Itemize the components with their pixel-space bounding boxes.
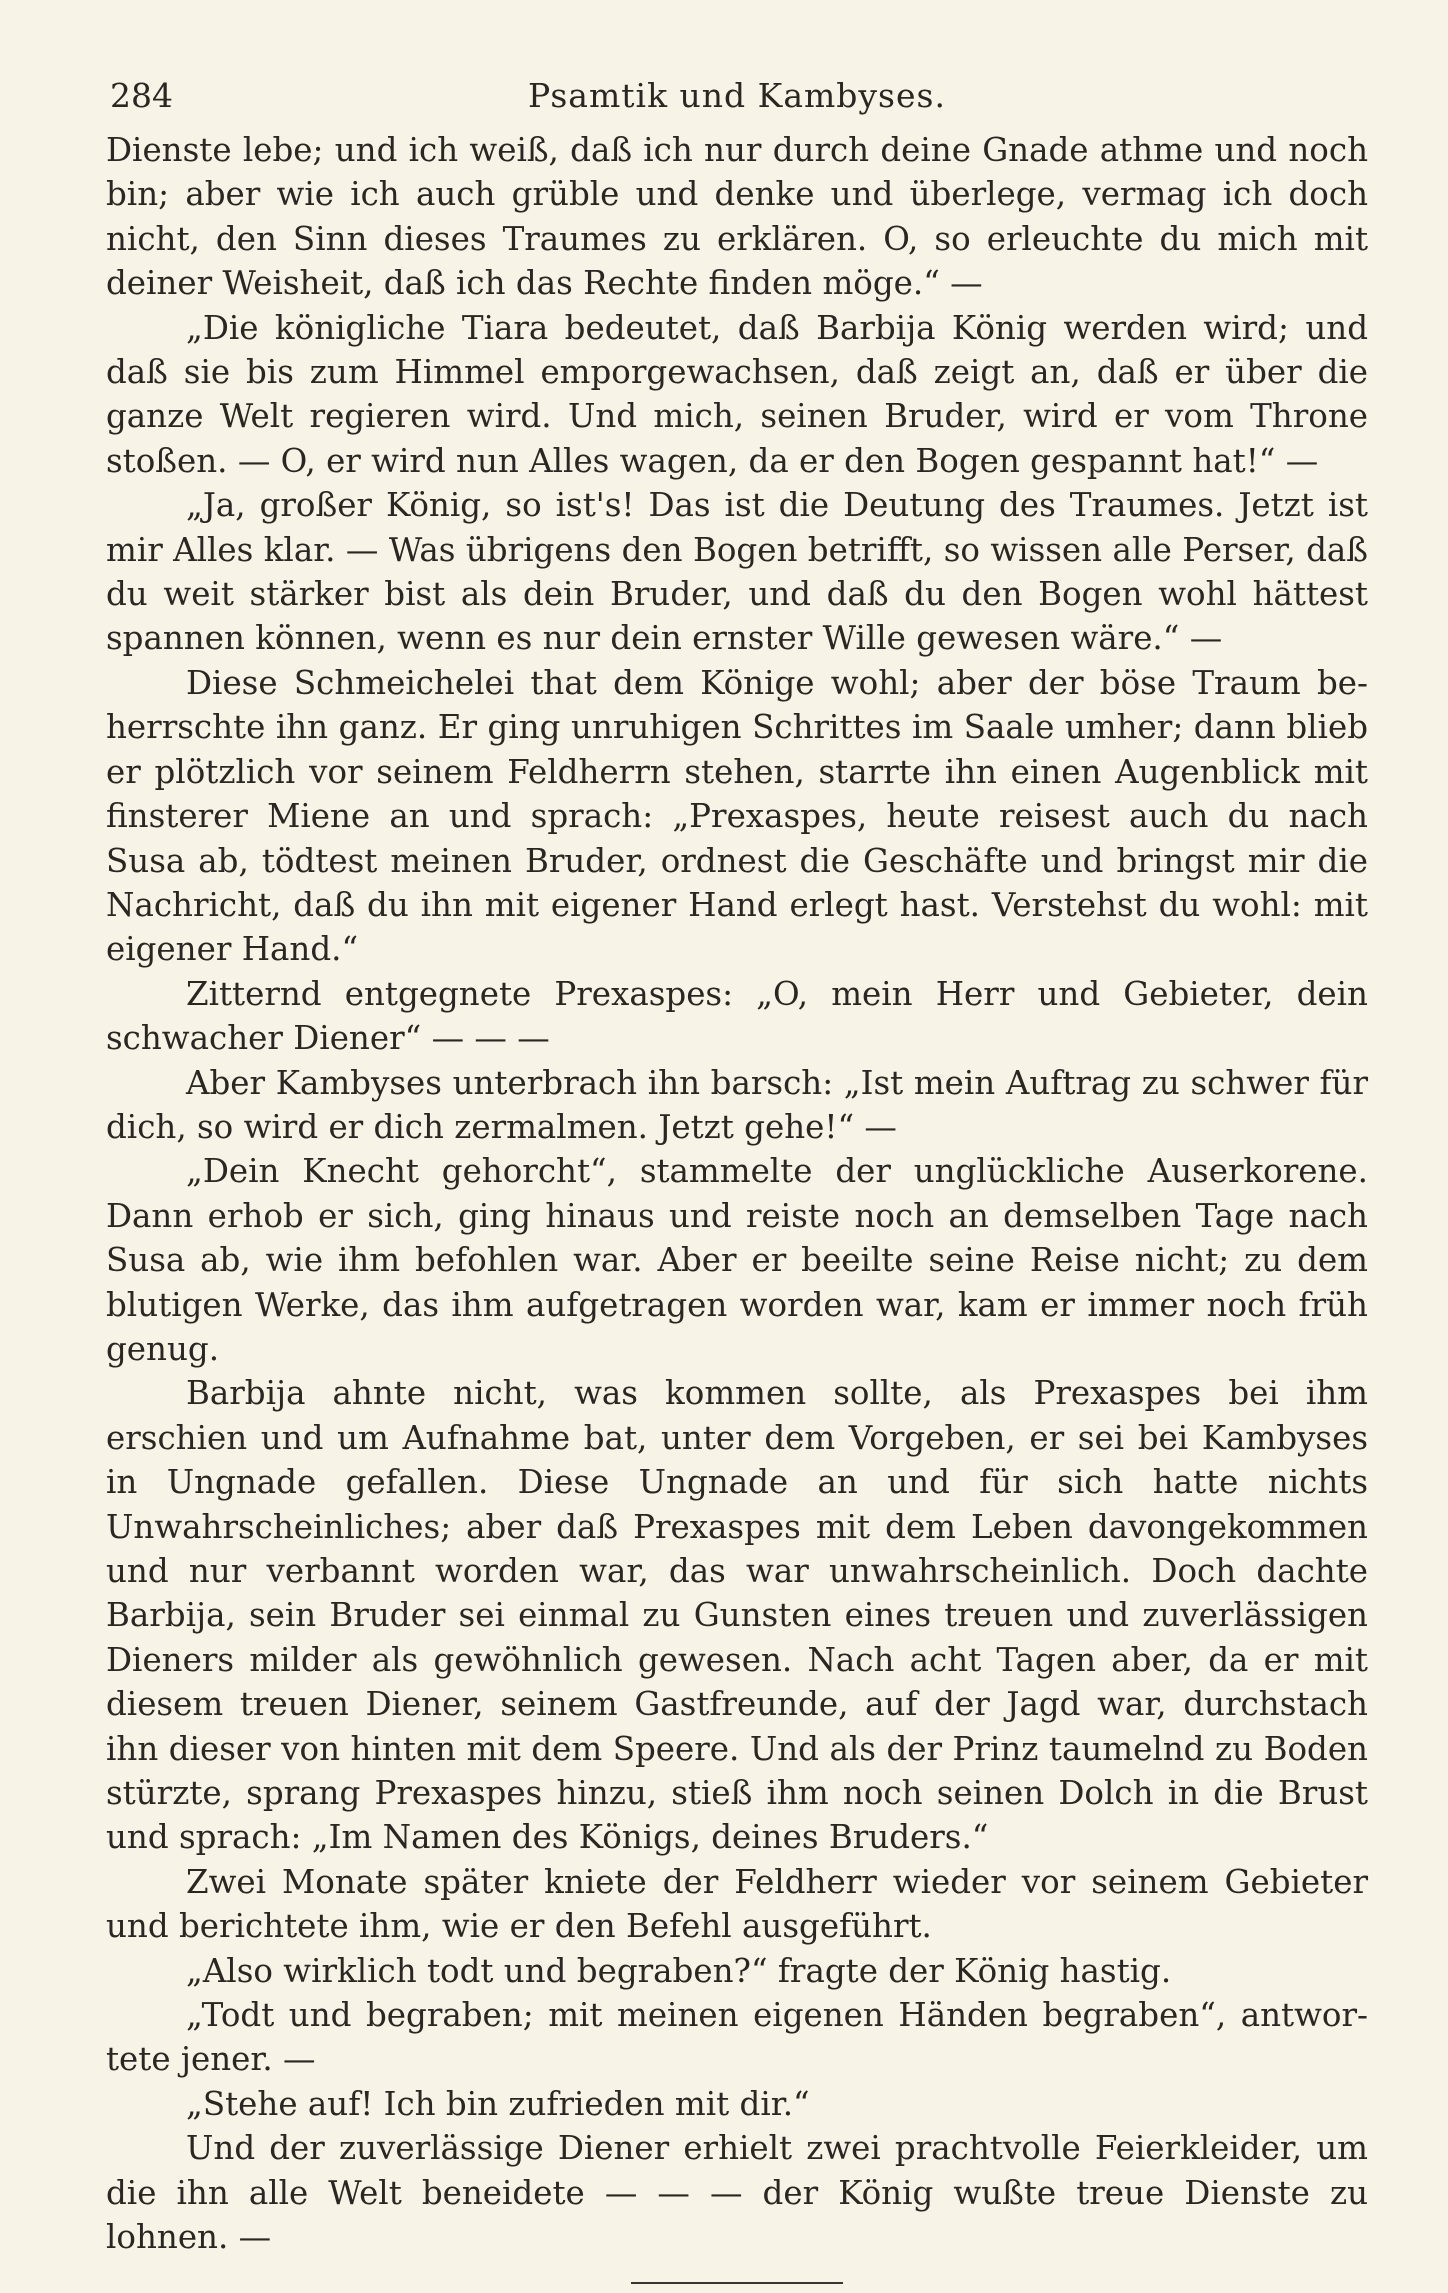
paragraph: „Dein Knecht gehorcht“, stammelte der unglückliche Auserkorene. Dann erhob er sich, ging hinaus und reiste noch an demselben Tage nach Susa ab, wie ihm befohlen war. Aber er beeilte seine Reise nicht; zu dem blutigen Werke, das ihm aufgetragen worden war, kam er immer noch früh genug. [106, 1152, 1368, 1368]
body-text [106, 128, 1368, 2260]
paragraph: „Also wirklich todt und begraben?“ fragte der König hastig. [186, 1951, 1172, 1990]
paragraph: Und der zuverlässige Diener erhielt zwei prachtvolle Feierkleider, um die ihn alle Welt beneidete — — — der König wußte treue Dienste zu lohnen. — [106, 2129, 1368, 2257]
paragraph: „Stehe auf! Ich bin zufrieden mit dir.“ [186, 2084, 810, 2123]
paragraph: Barbija ahnte nicht, was kommen sollte, als Prexaspes bei ihm erschien und um Aufnahme bat, unter dem Vorgeben, er sei bei Kambyses in Ungnade gefallen. Diese Ungnade an und für sich hatte nichts Unwahrscheinliches; aber daß Prexaspes mit dem Leben davongekommen und nur verbannt worden war, das war unwahrscheinlich. Doch dachte Barbija, sein Bruder sei einmal zu Gunsten eines treuen und zuverlässigen Dieners milder als gewöhnlich gewesen. Nach acht Tagen aber, da er mit diesem treuen Diener, seinem Gastfreunde, auf der Jagd war, durchstach ihn dieser von hinten mit dem Speere. Und als der Prinz taumelnd zu Boden stürzte, sprang Prexaspes hinzu, stieß ihm noch seinen Dolch in die Brust und sprach: „Im Namen des Königs, deines Bruders.“ [106, 1374, 1368, 1857]
paragraph: „Todt und begraben; mit meinen eigenen Händen begraben“, antwortete jener. — [106, 1996, 1368, 2079]
book-page [106, 68, 1368, 2284]
paragraph: Zwei Monate später kniete der Feldherr wieder vor seinem Gebieter und berichtete ihm, wie er den Befehl ausgeführt. [106, 1862, 1368, 1946]
paragraph: Aber Kambyses unterbrach ihn barsch: „Ist mein Auftrag zu schwer für dich, so wird er dich zermalmen. Jetzt gehe!“ — [106, 1063, 1368, 1146]
paragraph: Dienste lebe; und ich weiß, daß ich nur durch deine Gnade athme und noch bin; aber wie ich auch grüble und denke und überlege, vermag ich doch nicht, den Sinn dieses Traumes zu erklären. O, so erleuchte du mich mit deiner Weisheit, daß ich das Rechte finden möge.“ — [106, 131, 1368, 303]
running-title: Psamtik und Kambyses. [528, 76, 946, 115]
paragraph: Zitternd entgegnete Prexaspes: „O, mein Herr und Gebieter, dein schwacher Diener“ — — — [106, 974, 1368, 1058]
paragraph: „Ja, großer König, so ist's! Das ist die Deutung des Traumes. Jetzt ist mir Alles klar. — Was übrigens den Bogen betrifft, so wissen alle Perser, daß du weit stärker bist als dein Bruder, und daß du den Bogen wohl hättest spannen können, wenn es nur dein ernster Wille gewesen wäre.“ — [106, 486, 1368, 658]
page-header [106, 68, 1368, 128]
section-end-rule [631, 2282, 843, 2284]
paragraph: „Die königliche Tiara bedeutet, daß Barbija König werden wird; und daß sie bis zum Himmel emporgewachsen, daß zeigt an, daß er über die ganze Welt regieren wird. Und mich, seinen Bruder, wird er vom Throne stoßen. — O, er wird nun Alles wagen, da er den Bogen gespannt hat!“ — [106, 308, 1368, 480]
page-number: 284 [110, 76, 173, 115]
paragraph: Diese Schmeichelei that dem Könige wohl; aber der böse Traum beherrschte ihn ganz. Er ging unruhigen Schrittes im Saale umher; dann blieb er plötzlich vor seinem Feldherrn stehen, starrte ihn einen Augenblick mit finsterer Miene an und sprach: „Prexaspes, heute reisest auch du nach Susa ab, tödtest meinen Bruder, ordnest die Geschäfte und bringst mir die Nachricht, daß du ihn mit eigener Hand erlegt hast. Verstehst du wohl: mit eigener Hand.“ [106, 663, 1368, 969]
